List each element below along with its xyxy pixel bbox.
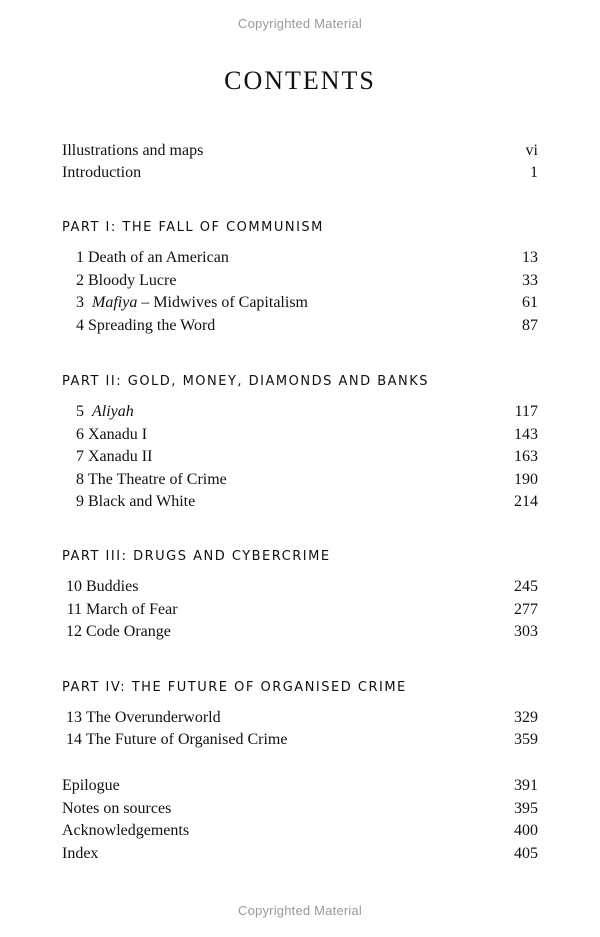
chapter-page: 61 <box>522 294 538 311</box>
toc-chapter[interactable] <box>74 493 538 515</box>
chapter-number: 2 <box>76 272 84 289</box>
chapter-page: 359 <box>514 731 538 748</box>
entry-title: Illustrations and maps <box>62 142 204 159</box>
chapter-page: 143 <box>514 426 538 443</box>
chapter-number: 7 <box>76 448 84 465</box>
toc-chapter[interactable] <box>62 623 538 645</box>
toc-chapter[interactable] <box>74 426 538 448</box>
chapter-page: 33 <box>522 272 538 289</box>
toc-entry-epilogue[interactable] <box>62 777 538 799</box>
toc-chapter[interactable] <box>74 294 538 316</box>
chapter-number: 6 <box>76 426 84 443</box>
chapter-page: 214 <box>514 493 538 510</box>
part-heading-2: PART II: GOLD, MONEY, DIAMONDS AND BANKS <box>62 374 430 389</box>
part-heading-4: PART IV: THE FUTURE OF ORGANISED CRIME <box>62 680 407 695</box>
toc-chapter[interactable] <box>74 403 538 425</box>
chapter-page: 277 <box>514 601 538 618</box>
chapter-title: Bloody Lucre <box>88 272 177 289</box>
entry-title: Epilogue <box>62 777 120 794</box>
chapter-page: 163 <box>514 448 538 465</box>
toc-chapter[interactable] <box>74 448 538 470</box>
chapter-page: 13 <box>522 249 538 266</box>
chapter-number: 1 <box>76 249 84 266</box>
chapter-title: Xanadu I <box>88 426 148 443</box>
toc-entry-introduction[interactable] <box>62 164 538 186</box>
entry-title: Index <box>62 845 99 862</box>
chapter-title-italic: Aliyah <box>92 403 134 420</box>
entry-page: 391 <box>514 777 538 794</box>
chapter-number: 14 <box>66 731 82 748</box>
toc-chapter[interactable] <box>74 249 538 271</box>
chapter-title: Xanadu II <box>88 448 153 465</box>
toc-entry-notes[interactable] <box>62 800 538 822</box>
toc-entry-acknowledgements[interactable] <box>62 822 538 844</box>
chapter-number: 12 <box>66 623 82 640</box>
chapter-page: 329 <box>514 709 538 726</box>
chapter-number: 4 <box>76 317 84 334</box>
chapter-title: March of Fear <box>86 601 178 618</box>
toc-chapter[interactable] <box>62 709 538 731</box>
chapter-number: 13 <box>66 709 82 726</box>
toc-chapter[interactable] <box>74 471 538 493</box>
toc-chapter[interactable] <box>62 731 538 753</box>
chapter-number: 9 <box>76 493 84 510</box>
chapter-number: 8 <box>76 471 84 488</box>
chapter-number: 5 <box>76 403 84 420</box>
chapter-title: Death of an American <box>88 249 229 266</box>
entry-title: Introduction <box>62 164 142 181</box>
entry-page: 400 <box>514 822 538 839</box>
toc-entry-illustrations[interactable] <box>62 142 538 164</box>
chapter-page: 245 <box>514 578 538 595</box>
chapter-number: 3 <box>76 294 84 311</box>
chapter-number: 10 <box>66 578 82 595</box>
entry-page: vi <box>525 142 538 159</box>
chapter-page: 117 <box>514 403 538 420</box>
chapter-title: The Theatre of Crime <box>88 471 227 488</box>
entry-page: 1 <box>530 164 538 181</box>
watermark-top: Copyrighted Material <box>238 16 362 31</box>
entry-page: 395 <box>514 800 538 817</box>
chapter-page: 190 <box>514 471 538 488</box>
chapter-number: 11 <box>66 601 82 618</box>
watermark-bottom: Copyrighted Material <box>238 903 362 918</box>
chapter-title: Code Orange <box>86 623 171 640</box>
chapter-title: Buddies <box>86 578 139 595</box>
entry-title: Notes on sources <box>62 800 172 817</box>
part-heading-1: PART I: THE FALL OF COMMUNISM <box>62 220 324 235</box>
toc-chapter[interactable] <box>62 578 538 600</box>
chapter-title: Black and White <box>88 493 196 510</box>
chapter-title-italic: Mafiya <box>92 294 138 311</box>
entry-page: 405 <box>514 845 538 862</box>
toc-chapter[interactable] <box>74 317 538 339</box>
entry-title: Acknowledgements <box>62 822 190 839</box>
chapter-title: – Midwives of Capitalism <box>137 294 308 311</box>
toc-chapter[interactable] <box>62 601 538 623</box>
chapter-page: 87 <box>522 317 538 334</box>
chapter-title: The Overunderworld <box>86 709 221 726</box>
toc-entry-index[interactable] <box>62 845 538 867</box>
chapter-title: Spreading the Word <box>88 317 216 334</box>
chapter-title: The Future of Organised Crime <box>86 731 288 748</box>
page-title: CONTENTS <box>224 66 376 95</box>
part-heading-3: PART III: DRUGS AND CYBERCRIME <box>62 549 331 564</box>
toc-chapter[interactable] <box>74 272 538 294</box>
chapter-page: 303 <box>514 623 538 640</box>
